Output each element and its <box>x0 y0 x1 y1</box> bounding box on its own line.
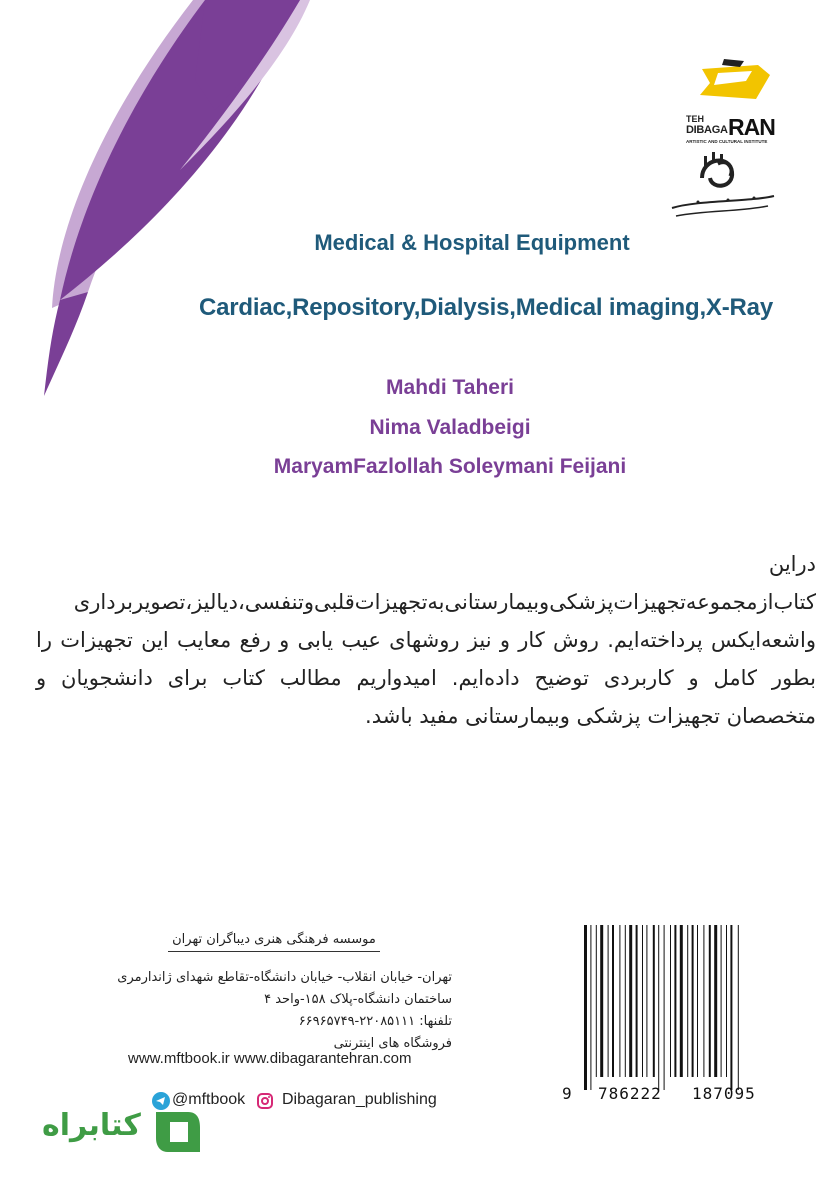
book-title: Medical & Hospital Equipment <box>314 230 630 255</box>
isbn-group-1: 786222 <box>598 1084 662 1103</box>
logo-ran: RAN <box>728 114 775 140</box>
telegram-handle: @mftbook <box>172 1091 246 1108</box>
author-3: MaryamFazlollah Soleymani Feijani <box>273 455 627 478</box>
isbn-lead-digit: 9 <box>562 1084 573 1103</box>
ketabrah-book-icon <box>148 1104 204 1160</box>
author-2: Nima Valadbeigi <box>369 416 531 439</box>
instagram-handle: Dibagaran_publishing <box>282 1091 437 1108</box>
logo-diba: DIBAGA <box>686 124 728 136</box>
boat-logo-icon <box>696 55 774 103</box>
book-subtitle: Cardiac,Repository,Dialysis,Medical imaging,X-Ray <box>199 294 773 321</box>
online-stores-label: فروشگاه های اینترنتی <box>333 1036 452 1051</box>
address-line-2: ساختمان دانشگاه-پلاک ۱۵۸-واحد ۴ <box>264 992 452 1007</box>
publisher-name: موسسه فرهنگی هنری دیباگران تهران <box>168 932 380 952</box>
ketabrah-wordmark: کتابراه <box>42 1108 141 1143</box>
dibagaran-tehran-logo <box>686 112 786 150</box>
logo-tagline: ARTISTIC AND CULTURAL INSTITUTE <box>686 139 768 144</box>
institute-emblem-icon <box>668 150 778 225</box>
website-links: www.mftbook.ir www.dibagarantehran.com <box>128 1050 412 1067</box>
isbn-group-2: 187095 <box>692 1084 756 1103</box>
logo-teh: TEH <box>686 114 704 124</box>
book-description: دراین کتاب‌از‌مجموعه‌تجهیزات‌پزشکی‌وبیمارستانی‌به‌تجهیزات‌قلبی‌وتنفسی،دیالیز،تصویربرداری واشعه‌ایکس پرداخته‌ایم. روش کار و نیز روشهای عیب یابی و رفع معایب این تجهیزات را بطور کامل و کاربردی توضیح داده‌ایم. امیدواریم مطالب کتاب برای دانشجویان و متخصصان تجهیزات پزشکی وبیمارستانی مفید باشد. <box>36 552 816 728</box>
instagram-icon <box>257 1093 273 1109</box>
address-line-1: تهران- خیابان انقلاب- خیابان دانشگاه-تقاطع شهدای ژاندارمری <box>117 970 452 985</box>
isbn-barcode <box>580 925 795 1090</box>
author-1: Mahdi Taheri <box>386 376 514 399</box>
phone-line: تلفنها: ۲۲۰۸۵۱۱۱-۶۶۹۶۵۷۴۹ <box>298 1014 452 1029</box>
publisher-address <box>40 967 452 1055</box>
